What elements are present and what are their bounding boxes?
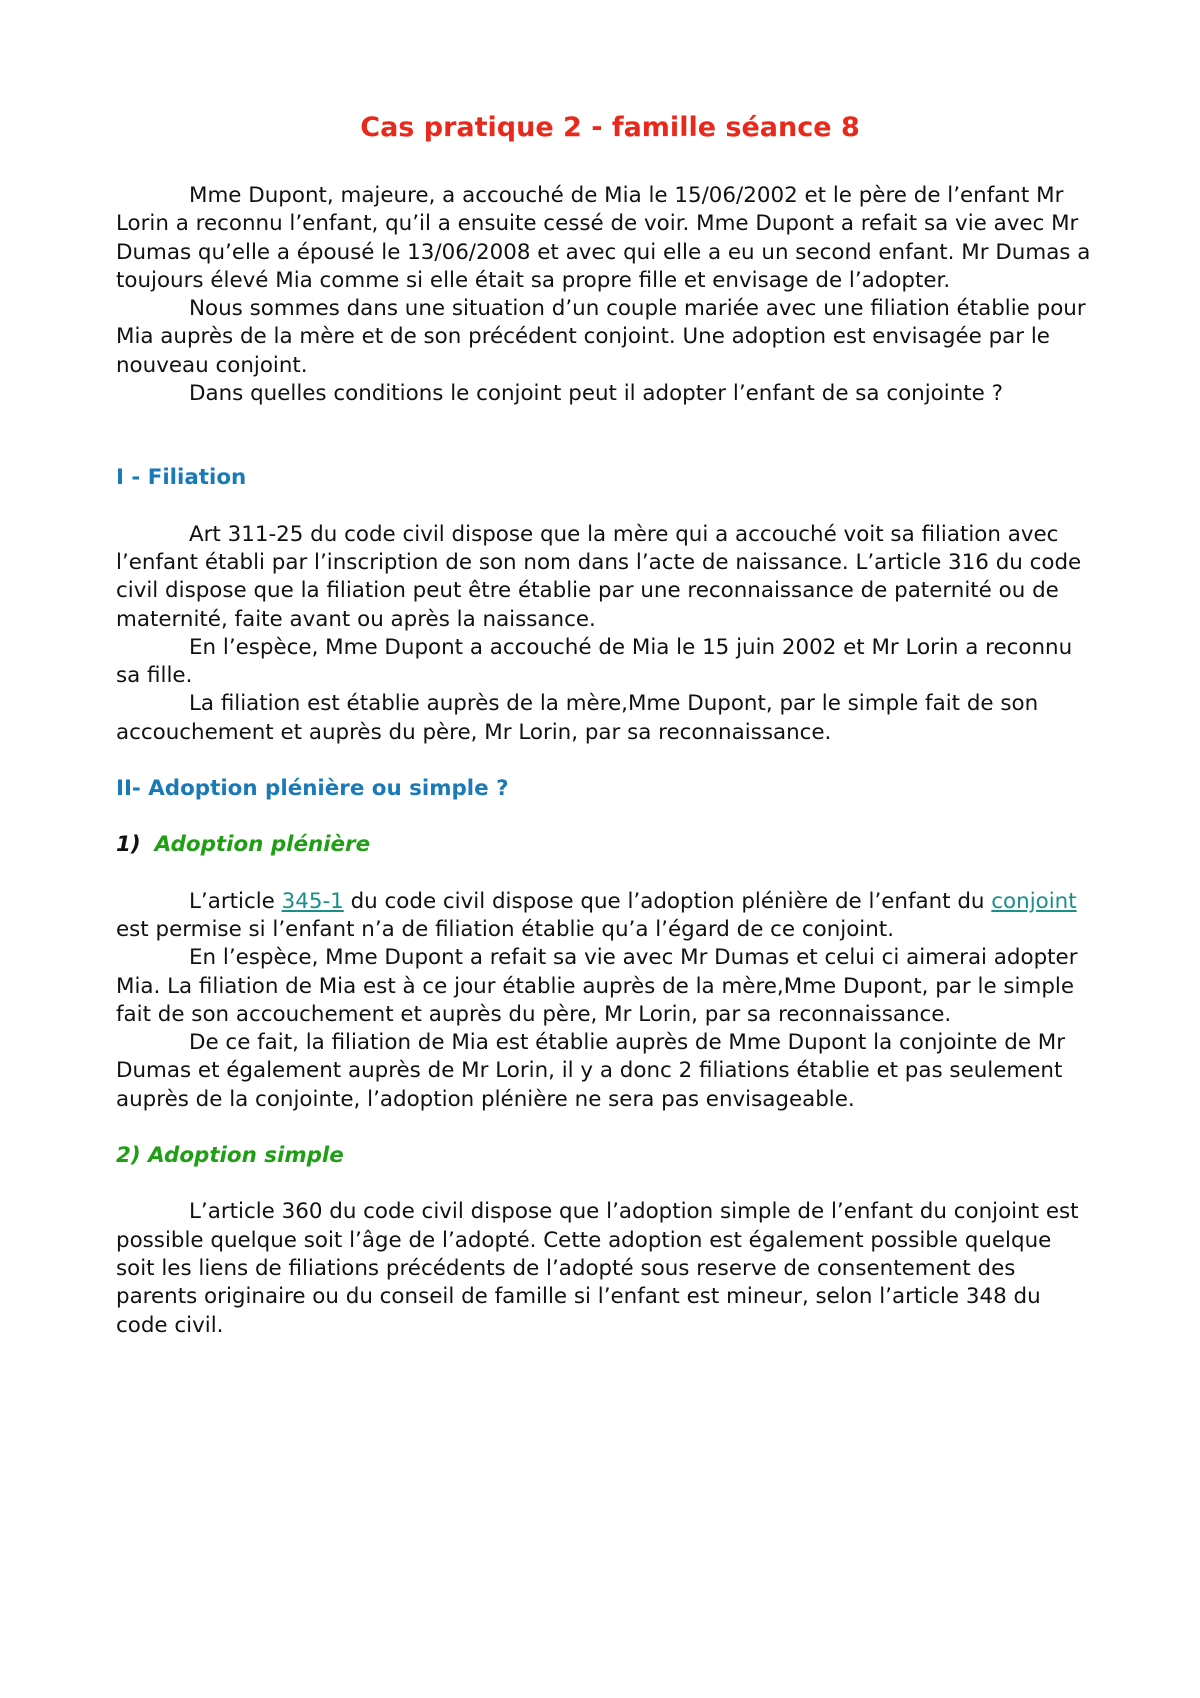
document-page bbox=[116, 108, 1094, 1340]
subsection-title: Adoption plénière bbox=[154, 832, 371, 858]
filiation-paragraph-2: En l’espèce, Mme Dupont a accouché de Mia le 15 juin 2002 et Mr Lorin a reconnu sa fille. bbox=[116, 634, 1073, 689]
document-title: Cas pratique 2 - famille séance 8 bbox=[360, 112, 860, 143]
spacer bbox=[116, 803, 1094, 831]
spacer bbox=[116, 1114, 1094, 1142]
article-345-1-link[interactable]: 345-1 bbox=[281, 888, 344, 914]
spacer bbox=[116, 747, 1094, 775]
subsection-heading-pleniere bbox=[116, 831, 1094, 859]
pleniere-paragraph-2: En l’espèce, Mme Dupont a refait sa vie avec Mr Dumas et celui ci aimerai adopter Mia. La filiation de Mia est à ce jour établie auprès de la mère,Mme Dupont, par le simple fait de son accouchement et auprès du père, Mr Lorin, par sa reconnaissance. bbox=[116, 945, 1078, 1027]
spacer bbox=[116, 408, 1094, 464]
spacer bbox=[116, 493, 1094, 521]
subsection-heading-simple: 2) Adoption simple bbox=[116, 1143, 344, 1169]
section-heading-adoption: II- Adoption plénière ou simple ? bbox=[116, 776, 509, 802]
pleniere-paragraph-1: L’article 345-1 du code civil dispose que l’adoption plénière de l’enfant du conjoint est permise si l’enfant n’a de filiation établie qu’a l’égard de ce conjoint. bbox=[116, 888, 1077, 942]
spacer bbox=[116, 1170, 1094, 1198]
subsection-number: 1) bbox=[116, 832, 141, 858]
intro-paragraph-3: Dans quelles conditions le conjoint peut il adopter l’enfant de sa conjointe ? bbox=[189, 381, 1003, 407]
intro-paragraph-1: Mme Dupont, majeure, a accouché de Mia le 15/06/2002 et le père de l’enfant Mr Lorin a reconnu l’enfant, qu’il a ensuite cessé de voir. Mme Dupont a refait sa vie avec Mr Dumas qu’elle a épousé le 13/06/2008 et avec qui elle a eu un second enfant. Mr Dumas a toujours élevé Mia comme si elle était sa propre fille et envisage de l’adopter. bbox=[116, 183, 1091, 293]
filiation-paragraph-1: Art 311-25 du code civil dispose que la mère qui a accouché voit sa filiation avec l’enfant établi par l’inscription de son nom dans l’acte de naissance. L’article 316 du code civil dispose que la filiation peut être établie par une reconnaissance de paternité ou de maternité, faite avant ou après la naissance. bbox=[116, 521, 1082, 632]
conjoint-link[interactable]: conjoint bbox=[991, 888, 1077, 914]
simple-paragraph-1: L’article 360 du code civil dispose que l’adoption simple de l’enfant du conjoint est possible quelque soit l’âge de l’adopté. Cette adoption est également possible quelque soit les liens de filiations précédents de l’adopté sous reserve de consentement des parents originaire ou du conseil de famille si l’enfant est mineur, selon l’article 348 du code civil. bbox=[116, 1199, 1079, 1338]
pleniere-paragraph-3: De ce fait, la filiation de Mia est établie auprès de Mme Dupont la conjointe de Mr Dumas et également auprès de Mr Lorin, il y a donc 2 filiations établie et pas seulement auprès de la conjointe, l’adoption plénière ne sera pas envisageable. bbox=[116, 1030, 1066, 1112]
filiation-paragraph-3: La filiation est établie auprès de la mère,Mme Dupont, par le simple fait de son accouchement et auprès du père, Mr Lorin, par sa reconnaissance. bbox=[116, 691, 1039, 745]
intro-paragraph-2: Nous sommes dans une situation d’un couple mariée avec une filiation établie pour Mia auprès de la mère et de son précédent conjoint. Une adoption est envisagée par le nouveau conjoint. bbox=[116, 296, 1086, 378]
spacer bbox=[116, 860, 1094, 888]
section-heading-filiation: I - Filiation bbox=[116, 465, 247, 491]
